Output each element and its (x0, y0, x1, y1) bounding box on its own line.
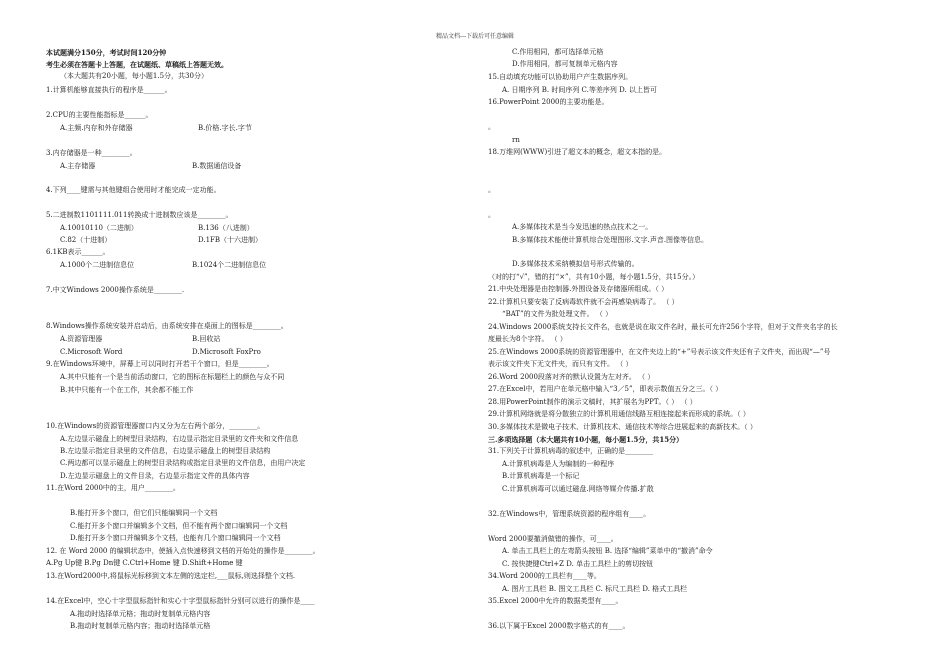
exam-text-line: A.左边显示磁盘上的树型目录结构，右边显示指定目录里的文件夹和文件信息 (60, 435, 299, 443)
exam-text-line: A.Pg Up键 B.Pg Dn键 C.Ctrl+Home 键 D.Shift+Home 键 (46, 559, 243, 567)
exam-text-line: B.能打开多个窗口，但它们只能编辑同一个文档 (70, 509, 218, 517)
exam-text-line: A.拖动时选择单元格；拖动时复制单元格内容 (70, 610, 211, 618)
exam-text-line: C.Microsoft Word (60, 348, 123, 356)
exam-text-line: C.作用相同，都可选择单元格 (512, 48, 604, 56)
exam-text-line: 22.计算机只要安装了反病毒软件就不会再感染病毒了。 （ ） (488, 298, 679, 306)
exam-text-line: A.1000个二进制信息位 (60, 261, 135, 269)
exam-text-line: A. 日期序列 B. 时间序列 C.等差序列 D. 以上皆可 (502, 86, 657, 94)
exam-text-line: B.1024个二进制信息位 (192, 261, 267, 269)
exam-text-line: Word 2000要撤消做错的操作，可____。 (488, 535, 618, 543)
exam-text-line: 21.中央处理器是由控制器.外围设备及存储器所组成。（ ） (488, 285, 669, 293)
exam-text-line: 36.以下属于Excel 2000数字格式的有____。 (488, 622, 630, 630)
exam-text-line: 9.在Windows环境中，屏幕上可以同时打开若干个窗口，但是________。 (46, 360, 274, 368)
exam-text-line: 11.在Word 2000中的主，用户________。 (46, 484, 180, 492)
exam-text-line: 8.Windows操作系统安装并启动后，由系统安排在桌面上的图标是________。 (46, 322, 288, 330)
exam-text-line: 13.在Word2000中,将鼠标光标移到文本左侧的选定栏,___鼠标,则选择整个文档. (46, 572, 296, 580)
exam-text-line: D.多媒体技术采纳模拟信号形式传输的。 (512, 260, 639, 268)
exam-text-line: 。 (488, 123, 495, 131)
exam-text-line: 16.PowerPoint 2000的主要功能是。 (488, 98, 609, 106)
exam-text-line: 6.1KB表示______。 (46, 248, 110, 256)
exam-text-line: 25.在Windows 2000系统的资源管理器中，在文件夹边上的“+”号表示该文件夹还有子文件夹，而出现“—”号 (488, 348, 831, 356)
exam-text-line: 29.计算机网络就是将分散独立的计算机用通信线路互相连接起来而形成的系统。（ ） (488, 410, 750, 418)
exam-text-line: A.计算机病毒是人为编制的一种程序 (502, 460, 615, 468)
exam-text-line: 1.计算机能够直接执行的程序是______。 (46, 86, 172, 94)
exam-text-line: 15.自动填充功能可以协助用户产生数据序列。 (488, 73, 633, 81)
exam-text-line: C.计算机病毒可以通过磁盘.网络等媒介传播.扩散 (502, 485, 654, 493)
exam-text-line: C.82（十进制） (60, 236, 112, 244)
exam-text-line: 3.内存储器是一种________。 (46, 149, 137, 157)
exam-text-line: 31.下列关于计算机病毒的叙述中，正确的是________ (488, 447, 654, 455)
exam-text-line: 12. 在 Word 2000 的编辑状态中，使插入点快速移到文档的开始处的操作是________。 (46, 547, 320, 555)
exam-text-line: B.数据通信设备 (192, 162, 242, 170)
exam-text-line: 4.下列____键需与其他键组合使用时才能完成一定功能。 (46, 186, 221, 194)
exam-text-line: 度最长为8个字符。 （ ） (488, 335, 567, 343)
exam-text-line: 5.二进制数1101111.011转换成十进制数应该是________。 (46, 211, 233, 219)
exam-text-line: D.作用相同，都可复制单元格内容 (512, 60, 618, 68)
exam-text-line: B.计算机病毒是一个标记 (502, 472, 580, 480)
exam-text-line: A.10010110（二进制） (60, 224, 138, 232)
exam-text-line: 三.多项选择题（本大题共有10小题，每小题1.5分，共15分） (488, 435, 684, 444)
exam-text-line: A.多媒体技术是当今发迅速的热点技术之一。 (512, 223, 653, 231)
exam-text-line: 27.在Excel中，若用户在单元格中输入“3／5”，即表示数值五分之三。（ ） (488, 385, 723, 393)
exam-text-line: B.多媒体技术能使计算机综合处理图形.文字.声音.图像等信息。 (512, 236, 709, 244)
exam-text-line: rn (512, 136, 520, 144)
page-header-note: 精品文档---下载后可任意编辑 (435, 33, 515, 40)
exam-text-line: 10.在Windows的资源管理器窗口内又分为左右两个部分，________。 (46, 422, 265, 430)
exam-text-line: A.主频.内存和外存储器 (60, 124, 133, 132)
exam-text-line: （本大题共有20小题，每小题1.5分，共30分） (60, 72, 208, 80)
exam-text-line: D.左边显示磁盘上的文件目录，右边显示指定文件的具体内容 (60, 472, 250, 480)
exam-text-line: 14.在Excel中，空心十字型鼠标指针和实心十字型鼠标指针分别可以进行的操作是____ (46, 597, 315, 605)
exam-text-line: C. 按快捷键Ctrl+Z D. 单击工具栏上的剪切按钮 (502, 560, 654, 568)
exam-text-line: D.1FB（十六进制） (198, 236, 263, 244)
exam-text-line: B.回收站 (192, 335, 221, 343)
exam-text-line: 35.Excel 2000中允许的数据类型有____。 (488, 597, 623, 605)
exam-text-line: 本试题满分150分，考试时间120分钟 (46, 48, 167, 57)
exam-text-line: B.136（八进制） (198, 224, 254, 232)
exam-text-line: B.左边显示指定目录里的文件信息，右边显示磁盘上的树型目录结构 (60, 447, 271, 455)
exam-text-line: A. 图片工具栏 B. 图文工具栏 C. 标尺工具栏 D. 格式工具栏 (502, 585, 688, 593)
exam-text-line: A.资源管理器 (60, 335, 103, 343)
exam-text-line: 26.Word 2000段落对齐的默认设置为左对齐。 （ ） (488, 373, 655, 381)
exam-text-line: 28.用PowerPoint制作的演示文稿时，其扩展名为PPT。（ ） （ ） (488, 398, 697, 406)
exam-text-line: 24.Windows 2000系统支持长文件名，也就是说在取文件名时，最长可允许256个字符，但对于文件夹名字的长 (488, 323, 838, 331)
exam-text-line: B.其中只能有一个在工作，其余都不能工作 (60, 386, 194, 394)
exam-text-line: 。 (488, 211, 495, 219)
exam-text-line: 32.在Windows中，管理系统资源的程序组有____。 (488, 510, 651, 518)
exam-text-line: D.能打开多个窗口并编辑多个文档，也能有几个窗口编辑同一个文档 (70, 534, 281, 542)
exam-text-line: C.能打开多个窗口并编辑多个文档，但不能有两个窗口编辑同一个文档 (70, 522, 288, 530)
exam-text-line: A.主存储器 (60, 162, 96, 170)
exam-text-line: 30.多媒体技术是微电子技术、计算机技术、通信技术等综合进展起来的高新技术。（ ） (488, 423, 757, 431)
exam-text-line: 2.CPU的主要性能指标是______。 (46, 111, 153, 119)
exam-text-line: A.其中只能有一个是当前活动窗口，它的图标在标题栏上的颜色与众不同 (60, 373, 285, 381)
exam-text-line: 18.万维网(WWW)引进了超文本的概念，超文本指的是。 (488, 148, 667, 156)
exam-text-line: A. 单击工具栏上的左弯箭头按钮 B. 选择“编辑”菜单中的“撤消”命令 (502, 547, 713, 555)
exam-text-line: “BAT”的文件为批处理文件。 （ ） (502, 310, 613, 318)
exam-text-line: 表示该文件夹下无文件夹，而只有文件。 （ ） (488, 360, 633, 368)
exam-text-line: D.Microsoft FoxPro (192, 348, 261, 356)
exam-text-line: C.两边都可以显示磁盘上的树型目录结构或指定目录里的文件信息，由用户决定 (60, 459, 306, 467)
exam-text-line: B.拖动时复制单元格内容；拖动时选择单元格 (70, 622, 211, 630)
exam-text-line: （对的打“√”，错的打“×”，共有10小题，每小题1.5分，共15分。） (488, 273, 700, 281)
exam-text-line: B.价格.字长.字节 (198, 124, 252, 132)
exam-text-line: 7.中文Windows 2000操作系统是________. (46, 286, 185, 294)
exam-text-line: 。 (488, 186, 495, 194)
exam-text-line: 考生必须在答题卡上答题，在试题纸、草稿纸上答题无效。 (46, 60, 228, 69)
exam-text-line: 34.Word 2000的工具栏有____等。 (488, 572, 601, 580)
